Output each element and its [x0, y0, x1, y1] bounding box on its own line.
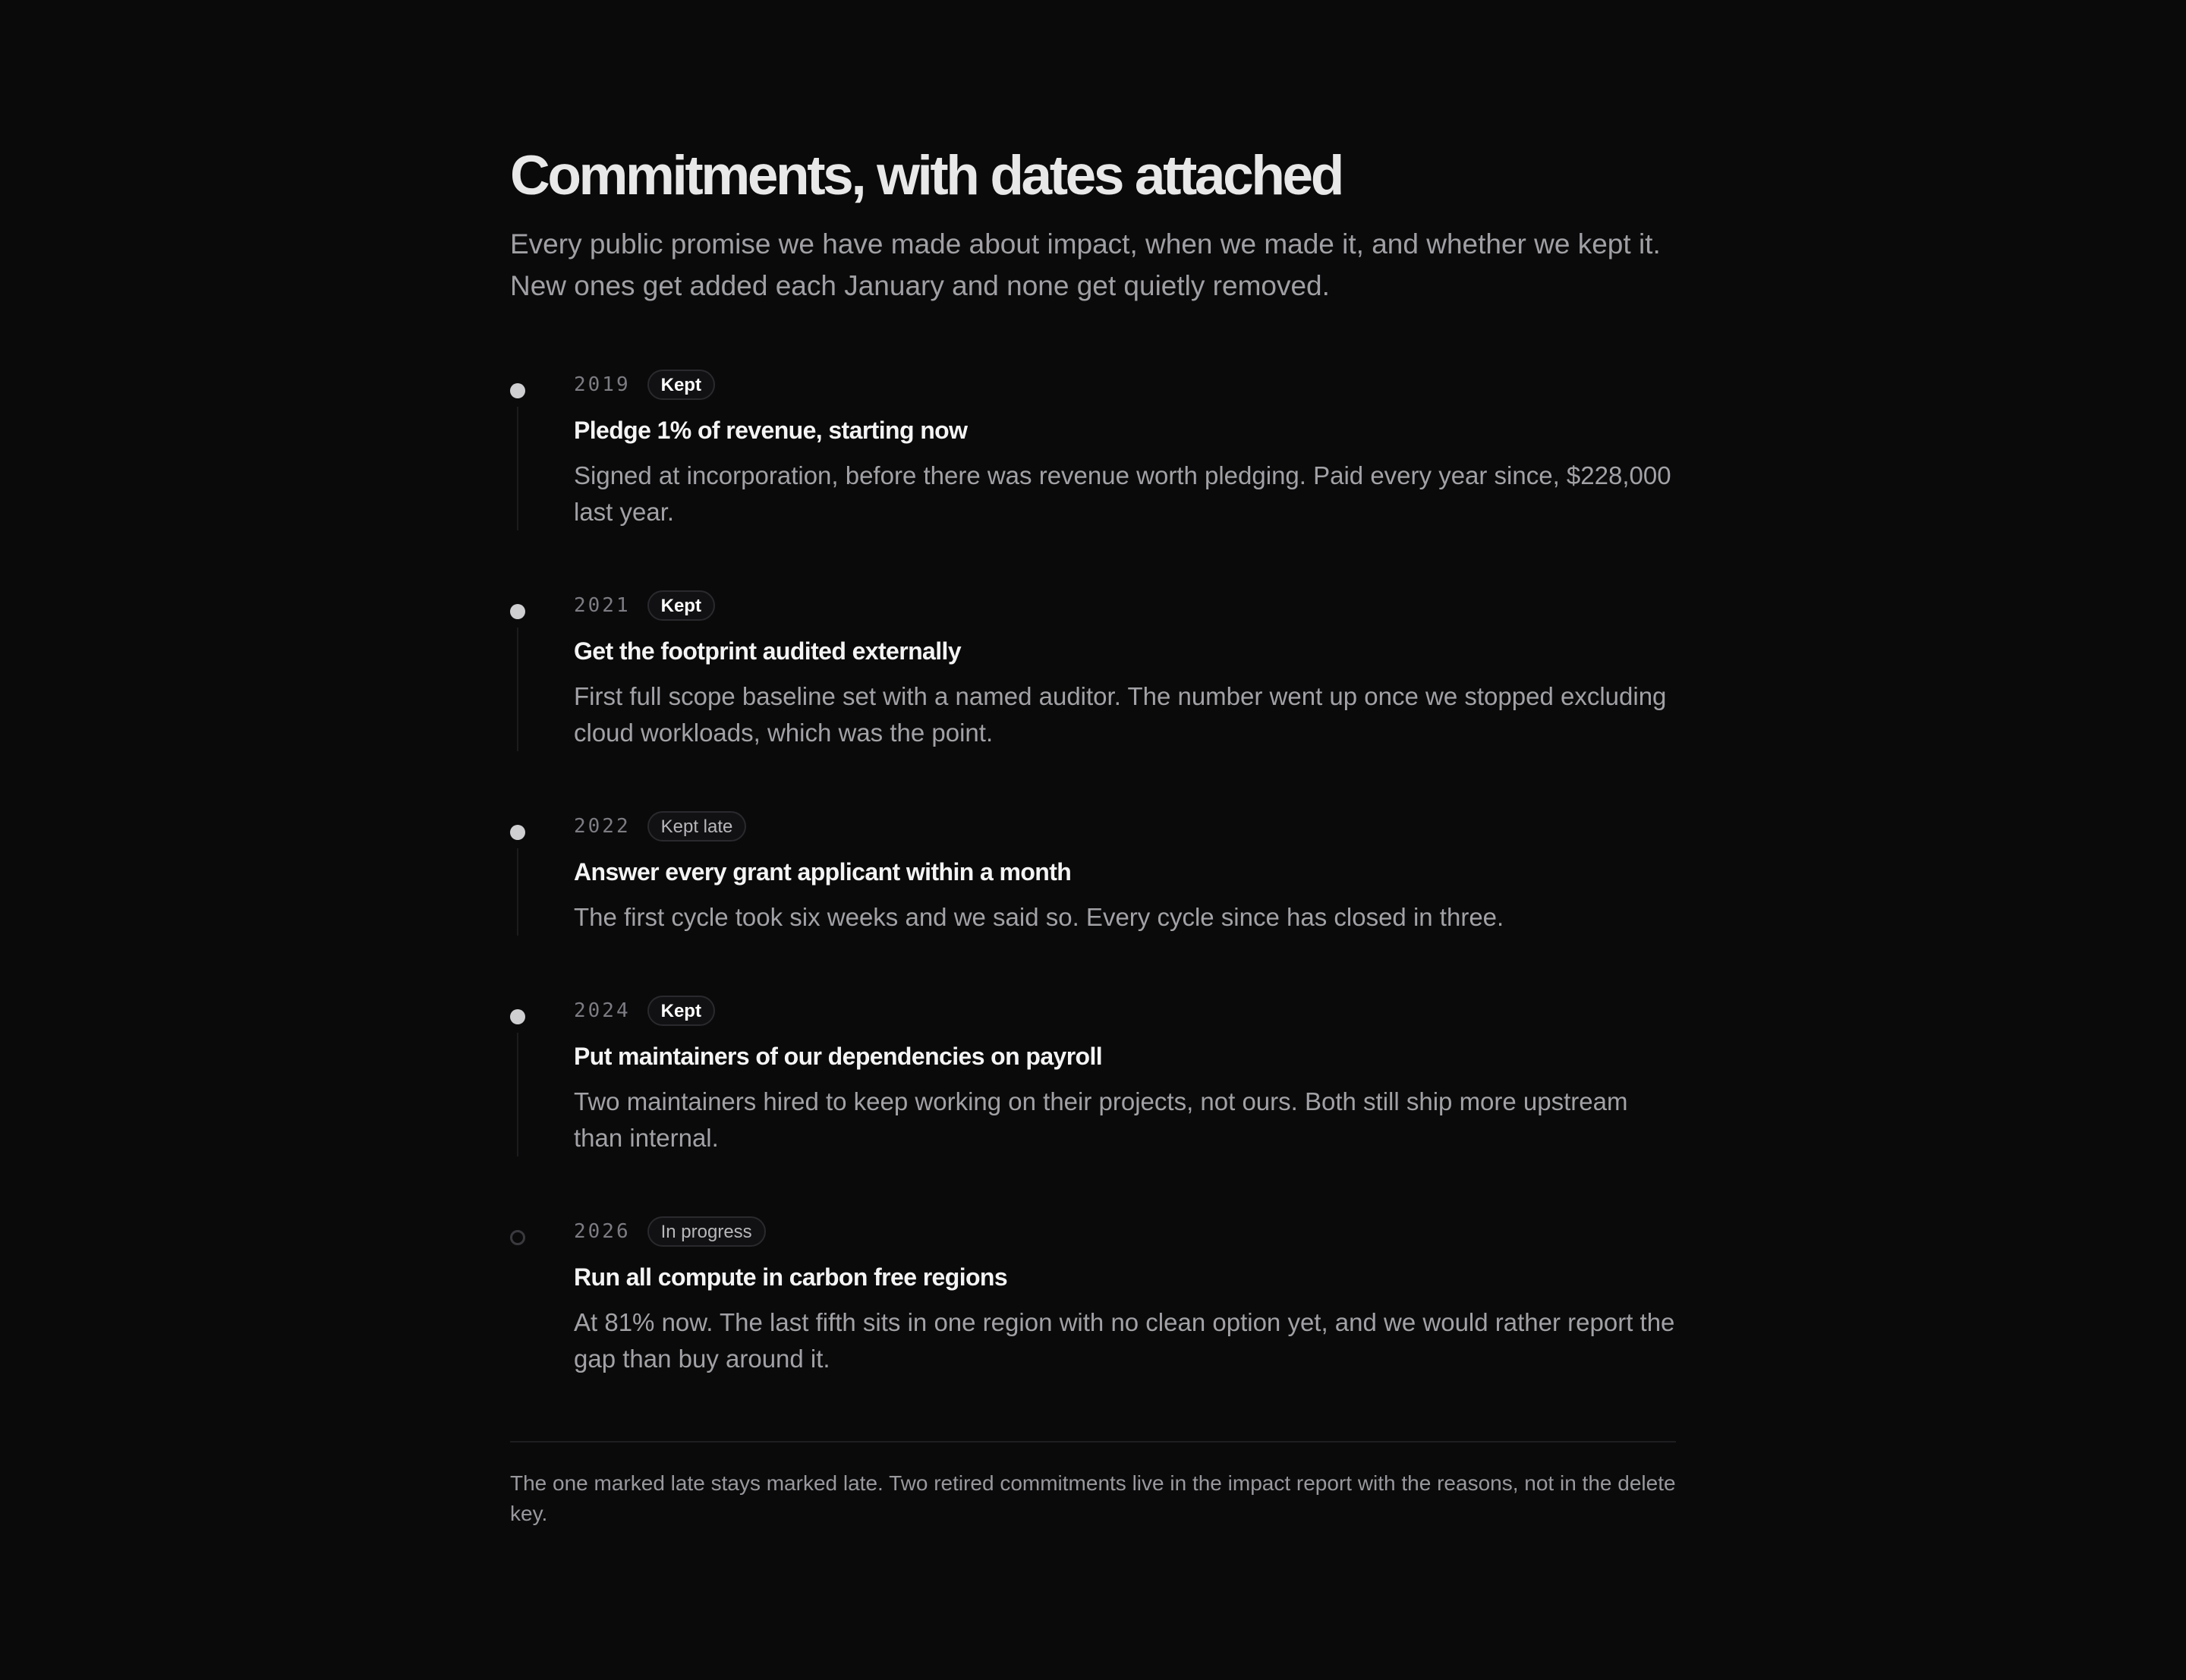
item-year: 2022: [574, 815, 631, 838]
item-title: Answer every grant applicant within a month: [574, 858, 1072, 886]
timeline-item: [510, 995, 1676, 1216]
timeline-connector: [517, 407, 518, 530]
status-badge: Kept late: [647, 811, 747, 842]
item-description: The first cycle took six weeks and we said so. Every cycle since has closed in three.: [574, 903, 1504, 931]
commitments-page: [510, 144, 1676, 1529]
item-year: 2019: [574, 373, 631, 396]
status-badge: Kept: [647, 590, 715, 621]
timeline-dot-icon: [510, 1009, 525, 1024]
item-title: Pledge 1% of revenue, starting now: [574, 417, 968, 444]
footer-divider: [510, 1441, 1676, 1442]
page-subtitle: Every public promise we have made about impact, when we made it, and whether we kept it. New ones get added each January and none get quietly removed.: [510, 228, 1661, 301]
timeline-connector: [517, 628, 518, 751]
status-badge: Kept: [647, 370, 715, 400]
item-meta: [574, 995, 1676, 1027]
item-year: 2024: [574, 999, 631, 1022]
item-description: Two maintainers hired to keep working on their projects, not ours. Both still ship more upstream than internal.: [574, 1087, 1628, 1152]
item-year: 2026: [574, 1220, 631, 1243]
timeline-connector: [517, 1033, 518, 1156]
timeline-dot-icon: [510, 825, 525, 840]
timeline-item: [510, 810, 1676, 995]
item-title: Put maintainers of our dependencies on payroll: [574, 1043, 1103, 1070]
item-description: At 81% now. The last fifth sits in one region with no clean option yet, and we would rather report the gap than buy around it.: [574, 1308, 1675, 1373]
timeline-dot-icon: [510, 604, 525, 619]
timeline-connector: [517, 848, 518, 936]
item-meta: [574, 1216, 1676, 1247]
item-title: Run all compute in carbon free regions: [574, 1263, 1008, 1291]
timeline-dot-icon: [510, 383, 525, 398]
footnote: The one marked late stays marked late. Two retired commitments live in the impact report with the reasons, not in the delete key.: [510, 1471, 1676, 1525]
item-meta: [574, 369, 1676, 401]
item-title: Get the footprint audited externally: [574, 637, 962, 665]
timeline-item: [510, 369, 1676, 590]
commitments-timeline: [510, 369, 1676, 1436]
status-badge: In progress: [647, 1216, 766, 1247]
timeline-item: [510, 1216, 1676, 1436]
item-description: First full scope baseline set with a named auditor. The number went up once we stopped excluding cloud workloads, which was the point.: [574, 682, 1667, 747]
timeline-hollow-dot-icon: [510, 1230, 525, 1245]
item-meta: [574, 590, 1676, 621]
timeline-item: [510, 590, 1676, 810]
item-description: Signed at incorporation, before there was revenue worth pledging. Paid every year since, $228,000 last year.: [574, 461, 1671, 526]
status-badge: Kept: [647, 996, 715, 1026]
item-meta: [574, 810, 1676, 842]
item-year: 2021: [574, 594, 631, 617]
page-title: Commitments, with dates attached: [510, 145, 1342, 206]
